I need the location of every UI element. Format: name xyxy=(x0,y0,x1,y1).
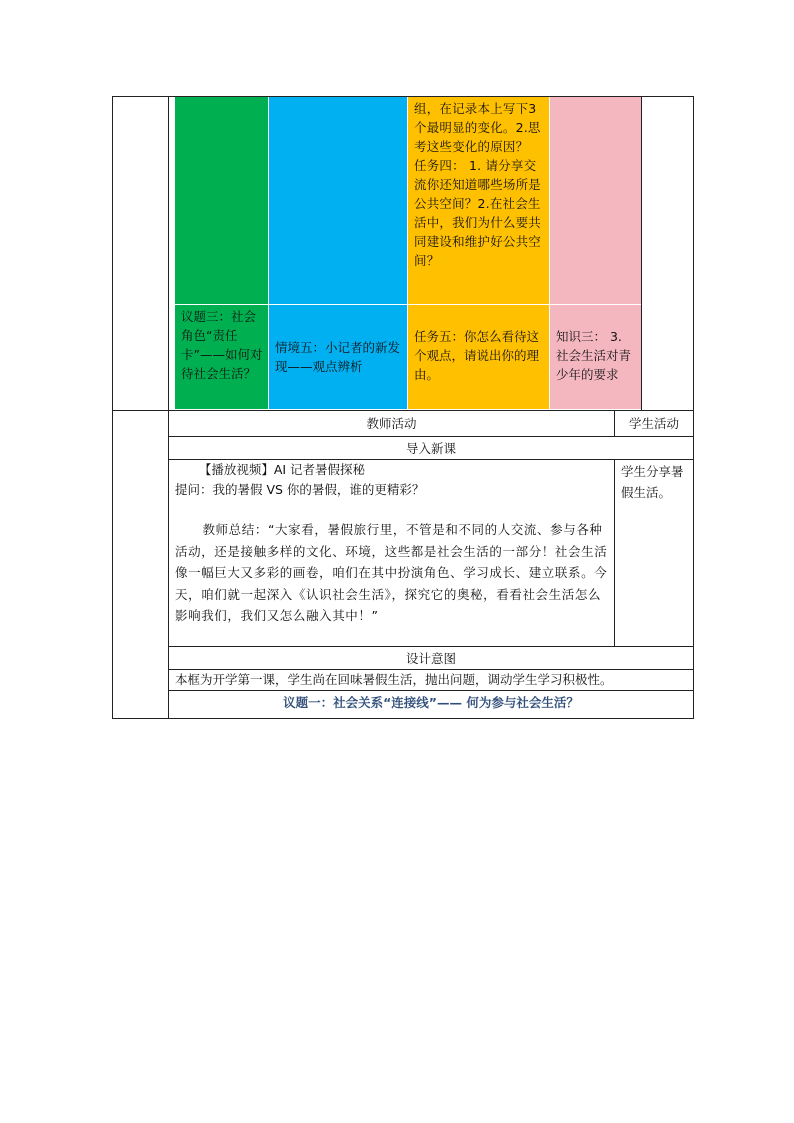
situation-five-text: 情境五：小记者的新发现——观点辨析 xyxy=(275,340,401,374)
design-intent-text: 本框为开学第一课，学生尚在回味暑假生活，抛出问题，调动学生学习积极性。 xyxy=(175,672,613,687)
knowledge-cell-empty xyxy=(550,97,641,304)
teacher-activity-header: 教师活动 xyxy=(366,416,417,431)
student-activity-header: 学生活动 xyxy=(628,416,679,431)
task-four-cell: 组，在记录本上写下3个最明显的变化。2.思考这些变化的原因？ 任务四： 1. 请分享交流你还知道哪些场所是公共空间？2.在社会生活中，我们为什么要共同建设和维护好公共空间？ xyxy=(408,97,549,304)
situation-five-cell xyxy=(269,305,407,409)
video-line: 【播放视频】AI 记者暑假探秘 xyxy=(175,462,366,477)
knowledge-three-cell: 知识三： 3. 社会生活对青少年的要求 xyxy=(550,305,641,409)
student-activity-cell: 学生分享暑假生活。 xyxy=(621,464,684,500)
situation-cell-empty xyxy=(269,97,407,304)
question-line: 提问：我的暑假 VS 你的暑假，谁的更精彩？ xyxy=(175,482,425,497)
issue-one-text: 议题一：社会关系“连接线”—— 何为参与社会生活？ xyxy=(283,695,579,710)
task-five-cell: 任务五：你怎么看待这个观点，请说出你的理由。 xyxy=(408,305,549,409)
teacher-activity-cell xyxy=(169,460,614,646)
table-divider xyxy=(641,96,642,411)
teacher-summary: 教师总结：“大家看，暑假旅行里，不管是和不同的人交流、参与各种活动，还是接触多样的文化、环境，这些都是社会生活的一部分！社会生活像一幅巨大又多彩的画卷，咱们在其中扮演角色、学习成长、建立联系。今天，咱们就一起深入《认识社会生活》，探究它的奥秘，看看社会生活怎么影响我们，我们又怎么融入其中！” xyxy=(175,522,608,623)
section-title: 导入新课 xyxy=(405,440,456,456)
issue-one-heading xyxy=(169,691,693,713)
design-intent-title: 设计意图 xyxy=(405,650,456,666)
topic-cell-empty xyxy=(175,97,268,304)
topic-three-cell: 议题三：社会角色“责任卡”——如何对待社会生活？ xyxy=(175,305,268,409)
